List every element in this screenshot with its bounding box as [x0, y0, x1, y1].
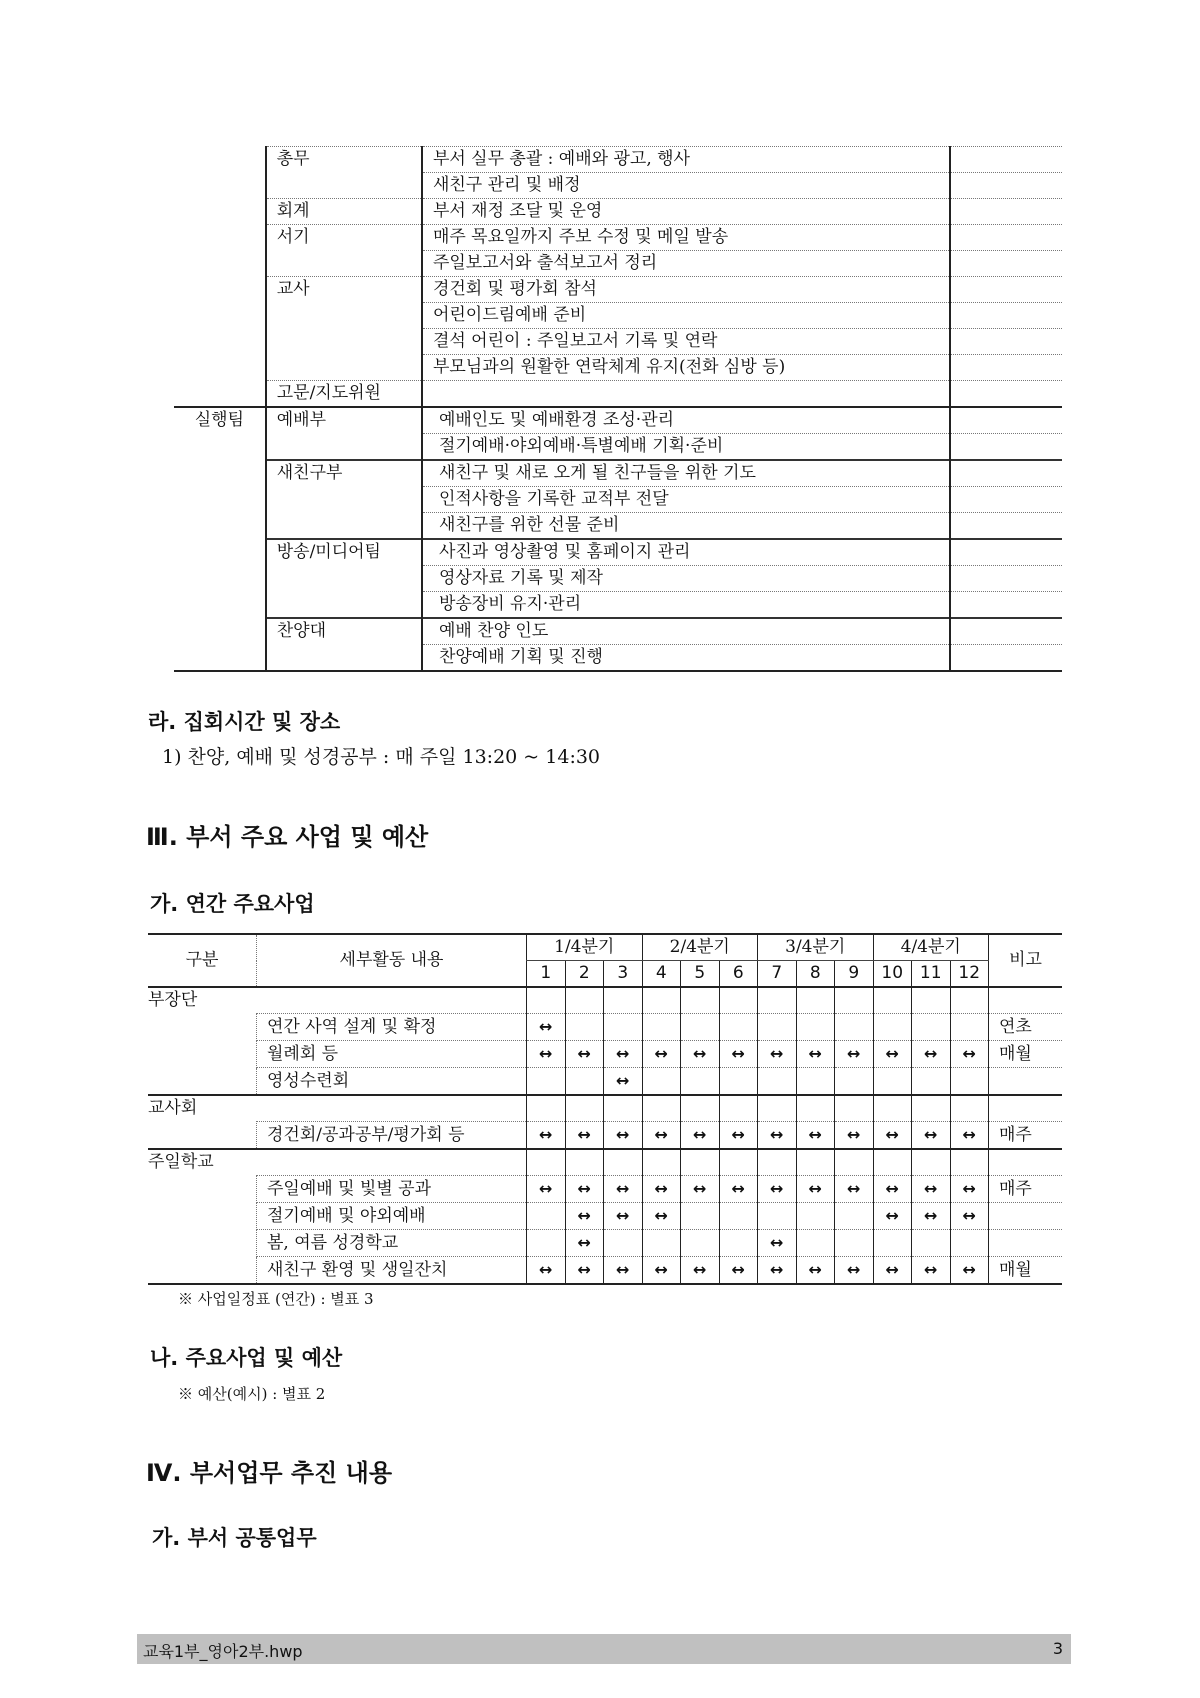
roles-row: [174, 251, 1062, 277]
role-name: 회계: [266, 199, 422, 225]
double-arrow-icon: ↔: [808, 1044, 822, 1063]
role-name: 예배부: [266, 407, 422, 434]
double-arrow-icon: ↔: [731, 1044, 745, 1063]
double-arrow-icon: ↔: [693, 1125, 707, 1144]
double-arrow-icon: ↔: [847, 1044, 861, 1063]
double-arrow-icon: ↔: [962, 1179, 976, 1198]
section-heading-budget: 나. 주요사업 및 예산: [150, 1346, 343, 1370]
roles-row: [174, 566, 1062, 592]
header-month: 8: [796, 961, 835, 988]
role-duty: 영상자료 기록 및 제작: [422, 566, 950, 592]
role-duty: [422, 381, 950, 408]
header-month: 6: [719, 961, 758, 988]
role-duty: 절기예배·야외예배·특별예배 기획·준비: [422, 434, 950, 461]
schedule-item-row: [148, 1176, 1062, 1203]
schedule-item-row: [148, 1068, 1062, 1096]
roles-row: [174, 277, 1062, 303]
schedule-item-row: [148, 1230, 1062, 1257]
schedule-category: 주일학교: [148, 1149, 257, 1176]
schedule-note: ※ 사업일정표 (연간) : 별표 3: [178, 1290, 374, 1308]
role-name: 총무: [266, 147, 422, 173]
double-arrow-icon: ↔: [731, 1260, 745, 1279]
roles-row: [174, 645, 1062, 672]
role-name: 방송/미디어팀: [266, 539, 422, 566]
schedule-group-row: [148, 1095, 1062, 1122]
roles-row: [174, 355, 1062, 381]
double-arrow-icon: ↔: [616, 1071, 630, 1090]
schedule-group-row: [148, 987, 1062, 1014]
roles-row: [174, 592, 1062, 619]
double-arrow-icon: ↔: [616, 1125, 630, 1144]
schedule-item-row: [148, 1122, 1062, 1150]
double-arrow-icon: ↔: [847, 1260, 861, 1279]
role-duty: 예배인도 및 예배환경 조성·관리: [422, 407, 950, 434]
header-month: 11: [912, 961, 951, 988]
double-arrow-icon: ↔: [885, 1179, 899, 1198]
activity-description: 봄, 여름 성경학교: [257, 1230, 527, 1257]
roles-row: [174, 329, 1062, 355]
double-arrow-icon: ↔: [654, 1044, 668, 1063]
header-month: 3: [604, 961, 643, 988]
role-duty: 결석 어린이 : 주일보고서 기록 및 연락: [422, 329, 950, 355]
double-arrow-icon: ↔: [808, 1179, 822, 1198]
header-month: 7: [758, 961, 797, 988]
double-arrow-icon: ↔: [654, 1206, 668, 1225]
activity-description: 절기예배 및 야외예배: [257, 1203, 527, 1230]
double-arrow-icon: ↔: [770, 1260, 784, 1279]
double-arrow-icon: ↔: [847, 1125, 861, 1144]
double-arrow-icon: ↔: [616, 1179, 630, 1198]
role-duty: 찬양예배 기획 및 진행: [422, 645, 950, 672]
double-arrow-icon: ↔: [539, 1017, 553, 1036]
double-arrow-icon: ↔: [962, 1260, 976, 1279]
double-arrow-icon: ↔: [962, 1044, 976, 1063]
double-arrow-icon: ↔: [616, 1044, 630, 1063]
schedule-category: 부장단: [148, 987, 257, 1014]
activity-note: 매주: [989, 1122, 1063, 1150]
header-quarter-1: 1/4분기: [527, 934, 643, 961]
role-duty: 경건회 및 평가회 참석: [422, 277, 950, 303]
header-note: 비고: [989, 934, 1063, 987]
double-arrow-icon: ↔: [885, 1206, 899, 1225]
roles-row: [174, 513, 1062, 540]
activity-note: 매월: [989, 1257, 1063, 1285]
role-duty: 예배 찬양 인도: [422, 618, 950, 645]
activity-description: 영성수련회: [257, 1068, 527, 1096]
header-month: 1: [527, 961, 566, 988]
footer-filename: 교육1부_영아2부.hwp: [143, 1642, 303, 1661]
double-arrow-icon: ↔: [577, 1044, 591, 1063]
roles-row: [174, 460, 1062, 487]
double-arrow-icon: ↔: [924, 1125, 938, 1144]
schedule-item-row: [148, 1014, 1062, 1041]
role-name: 고문/지도위원: [266, 381, 422, 408]
budget-note: ※ 예산(예시) : 별표 2: [178, 1385, 326, 1403]
role-name: 찬양대: [266, 618, 422, 645]
role-duty: 어린이드림예배 준비: [422, 303, 950, 329]
header-month: 5: [681, 961, 720, 988]
roles-row: [174, 147, 1062, 173]
double-arrow-icon: ↔: [577, 1125, 591, 1144]
double-arrow-icon: ↔: [539, 1260, 553, 1279]
double-arrow-icon: ↔: [770, 1233, 784, 1252]
double-arrow-icon: ↔: [616, 1206, 630, 1225]
header-quarter-2: 2/4분기: [642, 934, 758, 961]
roles-row: [174, 199, 1062, 225]
schedule-body: [148, 987, 1062, 1284]
double-arrow-icon: ↔: [731, 1125, 745, 1144]
roles-table: [174, 146, 1062, 672]
section-heading-annual-projects: 가. 연간 주요사업: [150, 892, 315, 916]
double-arrow-icon: ↔: [654, 1125, 668, 1144]
meeting-time-line: 1) 찬양, 예배 및 성경공부 : 매 주일 13:20 ~ 14:30: [162, 746, 601, 768]
role-duty: 새친구 관리 및 배정: [422, 173, 950, 199]
double-arrow-icon: ↔: [693, 1260, 707, 1279]
header-month: 2: [565, 961, 604, 988]
roles-row: [174, 407, 1062, 434]
activity-note: [989, 1230, 1063, 1257]
section-heading-common-duties: 가. 부서 공통업무: [152, 1526, 317, 1550]
schedule-item-row: [148, 1203, 1062, 1230]
annual-schedule-table: [148, 933, 1062, 1285]
double-arrow-icon: ↔: [577, 1179, 591, 1198]
double-arrow-icon: ↔: [577, 1206, 591, 1225]
activity-description: 월례회 등: [257, 1041, 527, 1068]
double-arrow-icon: ↔: [924, 1260, 938, 1279]
header-month: 9: [835, 961, 874, 988]
double-arrow-icon: ↔: [693, 1044, 707, 1063]
double-arrow-icon: ↔: [654, 1260, 668, 1279]
double-arrow-icon: ↔: [616, 1260, 630, 1279]
role-duty: 새친구를 위한 선물 준비: [422, 513, 950, 540]
activity-note: 연초: [989, 1014, 1063, 1041]
role-duty: 주일보고서와 출석보고서 정리: [422, 251, 950, 277]
roles-row: [174, 487, 1062, 513]
roles-row: [174, 303, 1062, 329]
double-arrow-icon: ↔: [577, 1233, 591, 1252]
role-duty: 새친구 및 새로 오게 될 친구들을 위한 기도: [422, 460, 950, 487]
section-heading-meeting-time: 라. 집회시간 및 장소: [148, 710, 341, 734]
double-arrow-icon: ↔: [770, 1125, 784, 1144]
header-quarter-4: 4/4분기: [873, 934, 989, 961]
activity-description: 주일예배 및 빛별 공과: [257, 1176, 527, 1203]
roles-row: [174, 381, 1062, 408]
schedule-item-row: [148, 1257, 1062, 1285]
role-name: 새친구부: [266, 460, 422, 487]
activity-description: 새친구 환영 및 생일잔치: [257, 1257, 527, 1285]
schedule-header-row: [148, 934, 1062, 961]
roles-row: [174, 173, 1062, 199]
double-arrow-icon: ↔: [885, 1125, 899, 1144]
footer-page-number: 3: [1052, 1639, 1063, 1658]
role-name: 서기: [266, 225, 422, 251]
double-arrow-icon: ↔: [770, 1044, 784, 1063]
chapter-heading-4: Ⅳ. 부서업무 추진 내용: [146, 1459, 393, 1487]
double-arrow-icon: ↔: [693, 1179, 707, 1198]
double-arrow-icon: ↔: [924, 1206, 938, 1225]
header-month: 4: [642, 961, 681, 988]
double-arrow-icon: ↔: [539, 1044, 553, 1063]
activity-note: 매주: [989, 1176, 1063, 1203]
activity-description: 경건회/공과공부/평가회 등: [257, 1122, 527, 1150]
roles-row: [174, 539, 1062, 566]
role-name: 교사: [266, 277, 422, 303]
activity-description: 연간 사역 설계 및 확정: [257, 1014, 527, 1041]
double-arrow-icon: ↔: [539, 1179, 553, 1198]
schedule-category: 교사회: [148, 1095, 257, 1122]
roles-row: [174, 434, 1062, 461]
double-arrow-icon: ↔: [770, 1179, 784, 1198]
role-duty: 인적사항을 기록한 교적부 전달: [422, 487, 950, 513]
double-arrow-icon: ↔: [539, 1125, 553, 1144]
double-arrow-icon: ↔: [731, 1179, 745, 1198]
header-description: 세부활동 내용: [257, 934, 527, 987]
double-arrow-icon: ↔: [847, 1179, 861, 1198]
double-arrow-icon: ↔: [924, 1179, 938, 1198]
double-arrow-icon: ↔: [808, 1125, 822, 1144]
chapter-heading-3: Ⅲ. 부서 주요 사업 및 예산: [146, 823, 429, 851]
header-quarter-3: 3/4분기: [758, 934, 874, 961]
double-arrow-icon: ↔: [924, 1044, 938, 1063]
role-duty: 부모님과의 원활한 연락체계 유지(전화 심방 등): [422, 355, 950, 381]
schedule-item-row: [148, 1041, 1062, 1068]
activity-note: 매월: [989, 1041, 1063, 1068]
role-duty: 부서 실무 총괄 : 예배와 광고, 행사: [422, 147, 950, 173]
role-duty: 매주 목요일까지 주보 수정 및 메일 발송: [422, 225, 950, 251]
roles-row: [174, 618, 1062, 645]
roles-row: [174, 225, 1062, 251]
role-duty: 방송장비 유지·관리: [422, 592, 950, 619]
header-month: 12: [950, 961, 989, 988]
schedule-group-row: [148, 1149, 1062, 1176]
double-arrow-icon: ↔: [885, 1260, 899, 1279]
header-month: 10: [873, 961, 912, 988]
double-arrow-icon: ↔: [654, 1179, 668, 1198]
double-arrow-icon: ↔: [962, 1206, 976, 1225]
double-arrow-icon: ↔: [885, 1044, 899, 1063]
role-duty: 부서 재정 조달 및 운영: [422, 199, 950, 225]
role-group: 실행팀: [174, 407, 266, 434]
role-duty: 사진과 영상촬영 및 홈페이지 관리: [422, 539, 950, 566]
double-arrow-icon: ↔: [962, 1125, 976, 1144]
page-footer: [137, 1634, 1071, 1664]
activity-note: [989, 1203, 1063, 1230]
activity-note: [989, 1068, 1063, 1096]
double-arrow-icon: ↔: [577, 1260, 591, 1279]
header-category: 구분: [148, 934, 257, 987]
double-arrow-icon: ↔: [808, 1260, 822, 1279]
